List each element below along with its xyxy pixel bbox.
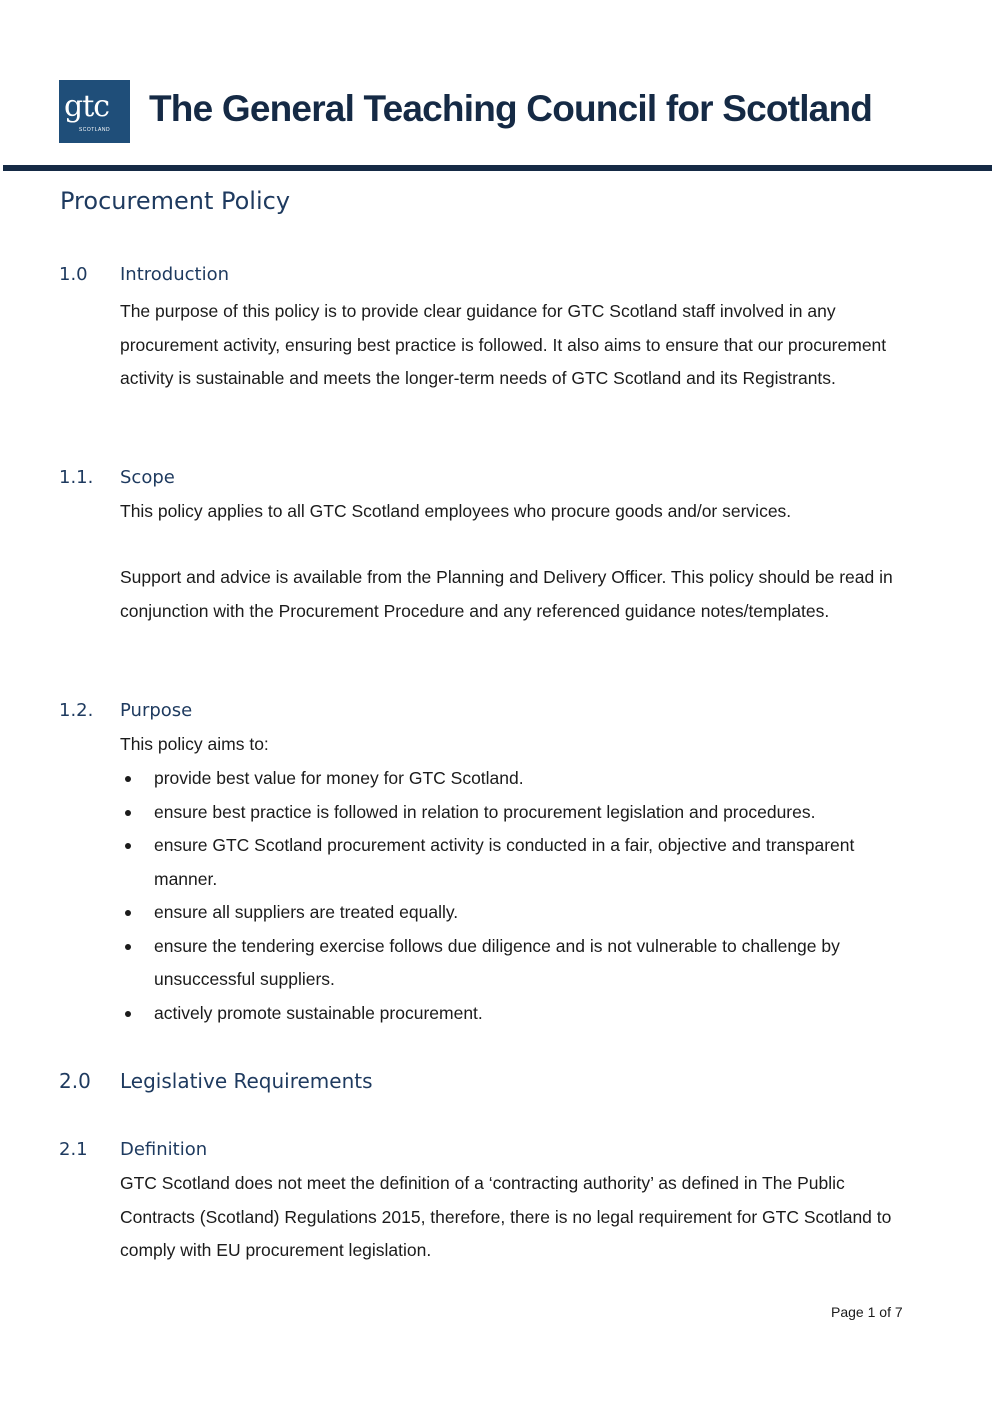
page-label: Page [831,1304,868,1320]
list-item-text: ensure best practice is followed in relation to procurement legislation and procedures. [154,801,816,822]
section-heading: Purpose [120,700,193,721]
bullet-icon [125,910,131,916]
list-item [120,829,910,896]
bullet-icon [125,944,131,950]
page-total: 7 [894,1304,903,1320]
section-paragraph: This policy applies to all GTC Scotland employees who procure goods and/or services. [120,501,792,521]
section-heading: Introduction [120,264,230,285]
gtc-logo [59,80,130,143]
bullet-icon [125,776,131,782]
section-number: 1.1. [59,467,94,488]
bullet-icon [125,843,131,849]
list-item-text: provide best value for money for GTC Scotland. [154,768,524,788]
section-number: 2.1 [59,1139,88,1160]
list-item [120,796,910,830]
section-paragraph: Support and advice is available from the Planning and Delivery Officer. This policy should be read in conjunction with the Procurement Procedure and any referenced guidance notes/templates. [120,567,893,621]
page-of-label: of [875,1304,895,1320]
list-item-text: ensure the tendering exercise follows due diligence and is not vulnerable to challenge by unsuccessful suppliers. [154,935,840,989]
header-divider [3,165,992,171]
section-paragraph: The purpose of this policy is to provide clear guidance for GTC Scotland staff involved in any procurement activity, ensuring best practice is followed. It also aims to ensure that our procurement activity is sustainable and meets the longer-term needs of GTC Scotland and its Registrants. [120,301,887,388]
list-item [120,997,910,1031]
logo-subtext: SCOTLAND [78,127,111,133]
organisation-name: The General Teaching Council for Scotland [149,88,873,129]
list-item-text: actively promote sustainable procurement. [154,1002,483,1023]
purpose-bullet-list [120,762,910,1030]
list-item [120,896,910,930]
page-number [831,1304,903,1320]
section-heading: Legislative Requirements [120,1069,373,1093]
bullet-icon [125,1011,131,1017]
section-number: 1.0 [59,264,88,285]
section-number: 2.0 [59,1069,91,1093]
section-paragraph: GTC Scotland does not meet the definition of a ‘contracting authority’ as defined in The Public Contracts (Scotland) Regulations 2015, therefore, there is no legal requirement for GTC Scotland to comply with EU procurement legislation. [120,1173,892,1260]
bullet-icon [125,810,131,816]
page-current: 1 [867,1304,876,1320]
section-number: 1.2. [59,700,94,721]
list-item [120,762,910,796]
list-item-text: ensure GTC Scotland procurement activity is conducted in a fair, objective and transparent manner. [154,835,855,889]
section-heading: Definition [120,1139,208,1160]
list-item [120,930,910,997]
logo-wordmark: gtc [64,89,110,124]
document-title: Procurement Policy [60,187,291,215]
section-heading: Scope [120,467,175,488]
section-paragraph: This policy aims to: [120,734,269,754]
list-item-text: ensure all suppliers are treated equally. [154,902,459,922]
document-header [0,0,992,172]
